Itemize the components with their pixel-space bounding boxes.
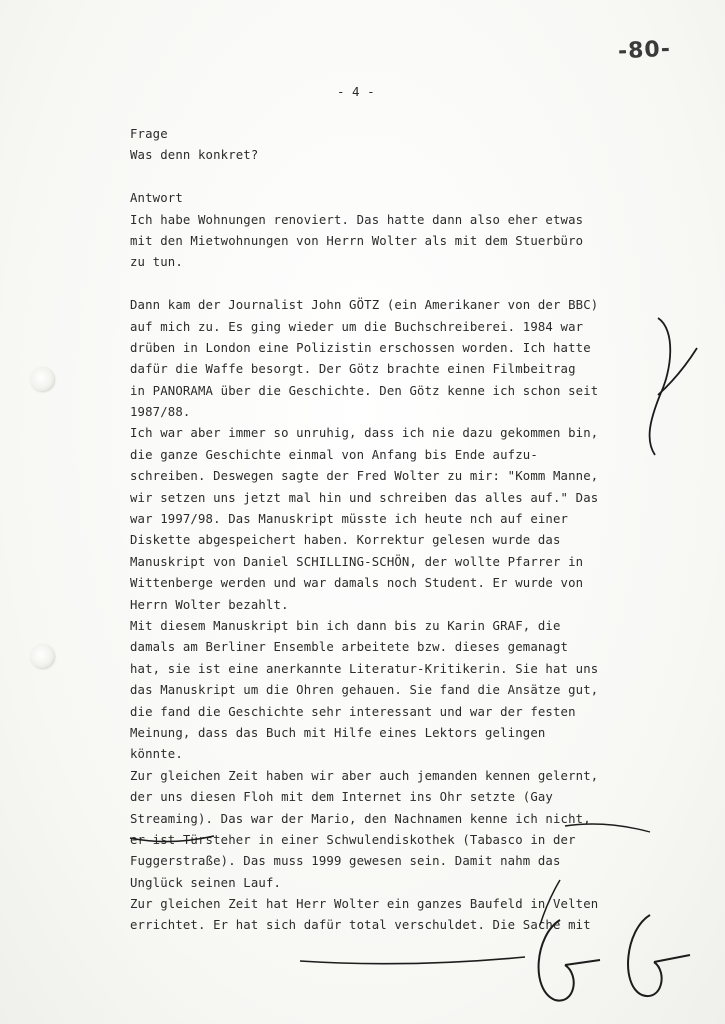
text-line: die fand die Geschichte sehr interessant und war der festen [130,704,576,719]
text-line: Was denn konkret? [130,148,259,163]
text-line: Unglück seinen Lauf. [130,875,282,890]
signature-initials-icon [539,915,690,1001]
text-line: der uns diesen Floh mit dem Internet ins Ohr setzte (Gay [130,790,553,805]
underline-streaming-icon [130,836,214,842]
text-line: das Manuskript um die Ohren gehauen. Sie fand die Ansätze gut, [130,683,599,698]
text-line: mit den Mietwohnungen von Herrn Wolter als mit dem Stuerbüro [130,233,584,248]
arc-mark-icon [565,824,650,832]
underline-verschuldet-icon [300,957,525,964]
text-line: Manuskript von Daniel SCHILLING-SCHÖN, der wollte Pfarrer in [130,554,584,569]
text-line: errichtet. Er hat sich dafür total verschuldet. Die Sache mit [130,918,591,933]
text-line: in PANORAMA über die Geschichte. Den Götz kenne ich schon seit [130,383,599,398]
text-line: Herrn Wolter bezahlt. [130,597,289,612]
text-line: Wittenberge werden und war damals noch Student. Er wurde von [130,576,584,591]
text-line: drüben in London eine Polizistin erschossen worden. Ich hatte [130,340,591,355]
page-stamp: -80- [617,36,672,65]
text-line: Antwort [130,191,183,206]
text-line: die ganze Geschichte einmal von Anfang bis Ende aufzu- [130,447,538,462]
text-line: schreiben. Deswegen sagte der Fred Wolter zu mir: "Komm Manne, [130,469,599,484]
text-line: 1987/88. [130,405,191,420]
text-line: war 1997/98. Das Manuskript müsste ich heute nch auf einer [130,512,569,527]
slash-mark-icon [540,880,560,925]
text-line: Meinung, dass das Buch mit Hilfe eines Lektors gelingen [130,725,546,740]
text-line: auf mich zu. Es ging wieder um die Buchschreiberei. 1984 war [130,319,584,334]
text-line: Diskette abgespeichert haben. Korrektur gelesen wurde das [130,533,561,548]
page-number: - 4 - [337,84,375,99]
text-line: hat, sie ist eine anerkannte Literatur-Kritikerin. Sie hat uns [130,661,599,676]
text-line: Zur gleichen Zeit hat Herr Wolter ein ganzes Baufeld in Velten [130,897,599,912]
text-line: er ist Türsteher in einer Schwulendiskothek (Tabasco in der [130,832,576,847]
text-line: Ich war aber immer so unruhig, dass ich nie dazu gekommen bin, [130,426,599,441]
text-line: könnte. [130,747,183,762]
text-line: Fuggerstraße). Das muss 1999 gewesen sein. Damit nahm das [130,854,561,869]
text-line: Zur gleichen Zeit haben wir aber auch jemanden kennen gelernt, [130,768,599,783]
text-line: Ich habe Wohnungen renoviert. Das hatte dann also eher etwas [130,212,584,227]
text-line: zu tun. [130,255,183,270]
text-line: wir setzen uns jetzt mal hin und schreiben das alles auf." Das [130,490,599,505]
text-line: Frage [130,127,168,141]
text-line: damals am Berliner Ensemble arbeitete bzw. dieses gemanagt [130,640,569,655]
text-line: Streaming). Das war der Mario, den Nachnamen kenne ich nicht, [130,811,591,826]
text-line: dafür die Waffe besorgt. Der Götz brachte einen Filmbeitrag [130,362,576,377]
text-line: Mit diesem Manuskript bin ich dann bis zu Karin GRAF, die [130,618,561,633]
text-line: Dann kam der Journalist John GÖTZ (ein Amerikaner von der BBC) [130,298,599,313]
